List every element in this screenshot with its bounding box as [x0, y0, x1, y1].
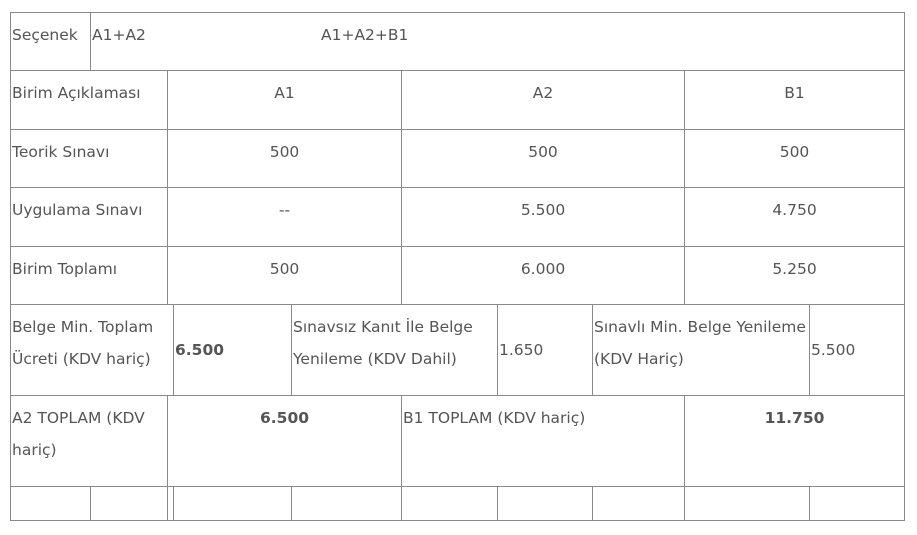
cell-renewal-exam-label: Sınavlı Min. Belge Yenileme (KDV Hariç) [592, 304, 810, 396]
header-a2: A2 [401, 70, 685, 130]
cell-option-values [90, 12, 905, 71]
header-b1: B1 [684, 70, 905, 130]
empty-cell [291, 486, 402, 521]
empty-cell [90, 486, 168, 521]
header-a1: A1 [167, 70, 402, 130]
cell-renewal-no-exam-label: Sınavsız Kanıt İle Belge Yenileme (KDV Dahil) [291, 304, 498, 396]
empty-cell [173, 486, 292, 521]
option-a1-a2-b1: A1+A2+B1 [321, 26, 409, 44]
b1-total-value: 11.750 [684, 395, 905, 487]
total-a2: 6.000 [401, 246, 685, 305]
empty-cell [497, 486, 593, 521]
empty-cell [809, 486, 905, 521]
total-a1: 500 [167, 246, 402, 305]
cell-unit-desc: Birim Açıklaması [10, 70, 168, 130]
empty-cell [10, 486, 91, 521]
cell-b1-total-label: B1 TOPLAM (KDV hariç) [401, 395, 685, 487]
empty-cell [592, 486, 685, 521]
min-fee-value: 6.500 [173, 304, 292, 396]
cell-min-fee-label: Belge Min. Toplam Ücreti (KDV hariç) [10, 304, 174, 396]
cell-a2-total-label: A2 TOPLAM (KDV hariç) [10, 395, 168, 487]
cell-option-label: Seçenek [10, 12, 91, 71]
a2-total-value: 6.500 [167, 395, 402, 487]
theory-a1: 500 [167, 129, 402, 188]
empty-cell [684, 486, 810, 521]
theory-a2: 500 [401, 129, 685, 188]
empty-cell [401, 486, 498, 521]
total-b1: 5.250 [684, 246, 905, 305]
practical-a2: 5.500 [401, 187, 685, 247]
cell-theory-exam: Teorik Sınavı [10, 129, 168, 188]
theory-b1: 500 [684, 129, 905, 188]
cell-practical-exam: Uygulama Sınavı [10, 187, 168, 247]
renewal-no-exam-value: 1.650 [497, 304, 593, 396]
renewal-exam-value: 5.500 [809, 304, 905, 396]
practical-b1: 4.750 [684, 187, 905, 247]
practical-a1: -- [167, 187, 402, 247]
cell-unit-total: Birim Toplamı [10, 246, 168, 305]
option-a1-a2: A1+A2 [92, 26, 146, 44]
